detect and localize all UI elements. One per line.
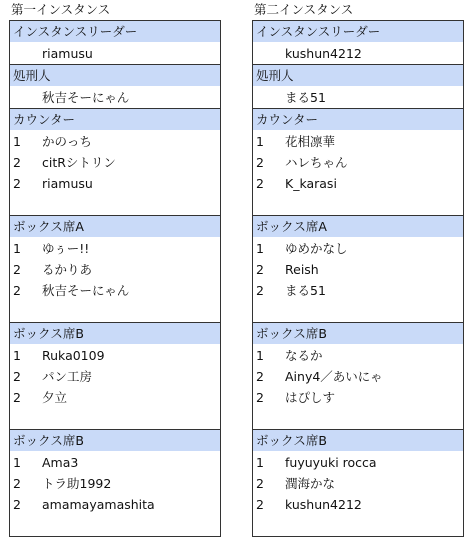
section-header: ボックス席B (10, 323, 220, 345)
section-leader (10, 21, 220, 64)
section-header: インスタンスリーダー (10, 21, 220, 43)
row-name: なるか (285, 348, 323, 363)
instance-column-2 (252, 0, 464, 537)
section-box-b-2 (10, 429, 220, 536)
section-header: インスタンスリーダー (253, 21, 463, 43)
row-name: citRシトリン (42, 155, 116, 170)
table-row (253, 387, 463, 408)
empty-row (10, 408, 220, 429)
row-name: Ama3 (42, 455, 79, 470)
table-row (10, 43, 220, 64)
table-row (10, 280, 220, 301)
row-name: 潤海かな (285, 476, 336, 491)
table-row (253, 43, 463, 64)
section-header: ボックス席A (253, 216, 463, 238)
row-name: 花相凛華 (285, 134, 336, 149)
row-name: amamayamashita (42, 497, 155, 512)
table-row (10, 345, 220, 366)
row-name: はぴしす (285, 390, 336, 405)
row-name: riamusu (42, 176, 93, 191)
row-name: るかりあ (42, 262, 93, 277)
row-number: 2 (13, 497, 21, 512)
table-row (253, 345, 463, 366)
row-name: kushun4212 (285, 497, 362, 512)
table-row (10, 473, 220, 494)
section-box-b (253, 322, 463, 429)
table-row (253, 366, 463, 387)
row-number: 2 (256, 283, 264, 298)
row-number: 2 (13, 476, 21, 491)
instance-table (9, 20, 221, 537)
row-number: 2 (13, 390, 21, 405)
row-number: 2 (256, 176, 264, 191)
instance-column-1 (9, 0, 221, 537)
row-name: かのっち (42, 134, 92, 149)
section-header: ボックス席B (253, 323, 463, 345)
row-name: Ainy4／あいにゃ (285, 369, 383, 384)
table-row (10, 366, 220, 387)
row-number: 1 (256, 134, 264, 149)
section-counter (10, 108, 220, 215)
row-number: 1 (13, 134, 21, 149)
section-header: ボックス席A (10, 216, 220, 238)
row-name: ハレちゃん (285, 155, 348, 170)
table-row (253, 173, 463, 194)
section-header: 処刑人 (253, 65, 463, 87)
row-number: 2 (13, 369, 21, 384)
table-row (253, 238, 463, 259)
table-row (253, 131, 463, 152)
table-row (253, 87, 463, 108)
table-row (10, 131, 220, 152)
instance-title: 第二インスタンス (254, 2, 354, 17)
section-header: カウンター (10, 109, 220, 131)
section-box-b (10, 322, 220, 429)
row-number: 2 (256, 262, 264, 277)
section-counter (253, 108, 463, 215)
row-number: 1 (256, 241, 264, 256)
table-row (253, 452, 463, 473)
table-row (253, 280, 463, 301)
table-row (10, 387, 220, 408)
row-number: 1 (256, 348, 264, 363)
row-name: kushun4212 (285, 46, 362, 61)
section-box-b-2 (253, 429, 463, 536)
empty-row (253, 194, 463, 215)
section-header: カウンター (253, 109, 463, 131)
row-number: 1 (13, 241, 21, 256)
table-row (10, 238, 220, 259)
table-row (10, 259, 220, 280)
empty-row (10, 301, 220, 322)
row-name: トラ助1992 (42, 476, 112, 491)
row-number: 2 (256, 497, 264, 512)
section-header: ボックス席B (253, 430, 463, 452)
section-leader (253, 21, 463, 64)
section-executioner (253, 64, 463, 108)
row-name: K_karasi (285, 176, 337, 191)
row-name: 秋吉そーにゃん (42, 283, 130, 298)
row-number: 2 (256, 476, 264, 491)
row-name: ゆぅー!! (42, 241, 90, 256)
table-row (10, 152, 220, 173)
row-name: riamusu (42, 46, 93, 61)
row-number: 1 (256, 455, 264, 470)
table-row (10, 494, 220, 515)
row-name: パン工房 (42, 369, 93, 384)
instance-table (252, 20, 464, 537)
row-number: 1 (13, 348, 21, 363)
row-name: 夕立 (42, 390, 68, 405)
table-row (10, 87, 220, 108)
row-number: 2 (13, 283, 21, 298)
row-number: 2 (13, 262, 21, 277)
section-header: 処刑人 (10, 65, 220, 87)
section-box-a (10, 215, 220, 322)
section-header: ボックス席B (10, 430, 220, 452)
row-name: まる51 (285, 90, 326, 105)
row-name: まる51 (285, 283, 326, 298)
empty-row (253, 408, 463, 429)
table-row (253, 473, 463, 494)
table-row (253, 152, 463, 173)
table-row (10, 173, 220, 194)
row-number: 2 (256, 155, 264, 170)
row-name: fuyuyuki rocca (285, 455, 377, 470)
empty-row (253, 301, 463, 322)
row-number: 2 (13, 176, 21, 191)
empty-row (10, 194, 220, 215)
row-name: ゆめかなし (285, 241, 348, 256)
row-name: 秋吉そーにゃん (42, 90, 130, 105)
section-executioner (10, 64, 220, 108)
row-name: Reish (285, 262, 319, 277)
table-row (253, 494, 463, 515)
section-box-a (253, 215, 463, 322)
table-row (10, 452, 220, 473)
instance-title: 第一インスタンス (11, 2, 111, 17)
table-row (253, 259, 463, 280)
row-number: 2 (256, 369, 264, 384)
row-number: 2 (13, 155, 21, 170)
row-name: Ruka0109 (42, 348, 105, 363)
row-number: 2 (256, 390, 264, 405)
row-number: 1 (13, 455, 21, 470)
